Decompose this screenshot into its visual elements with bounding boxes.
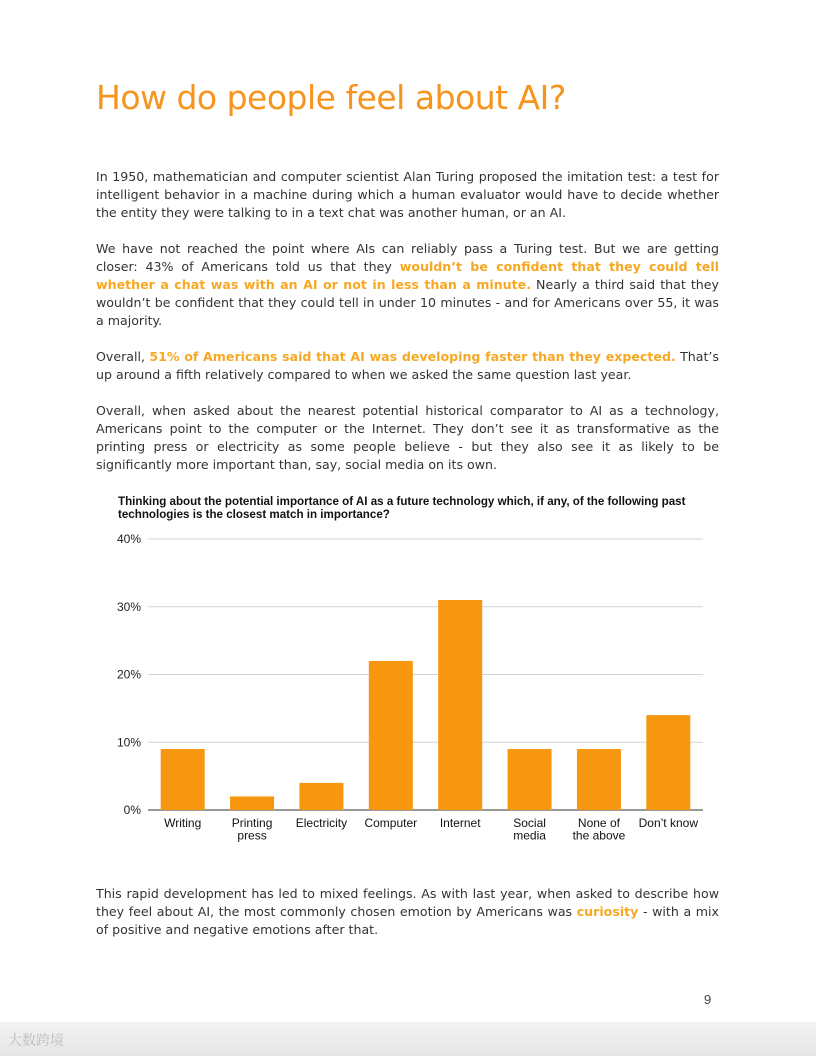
paragraph-text: - with a mix of positive and negative emotions after that. <box>96 904 720 937</box>
paragraph-comparator <box>96 402 719 474</box>
watermark-band <box>0 1022 816 1056</box>
paragraph-turing-test <box>96 240 719 330</box>
y-tick-label: 30% <box>116 599 141 614</box>
paragraph-text: In 1950, mathematician and computer scientist Alan Turing proposed the imitation test: a test for intelligent behavior in a machine during which a human evaluator would have to decide whether the entity they were talking to in a text chat was another human, or an AI. <box>96 169 719 220</box>
bar <box>369 661 413 810</box>
paragraph-text: That’s up around a fifth relatively compared to when we asked the same question last year. <box>96 349 719 382</box>
bar <box>577 749 621 810</box>
paragraph-feelings <box>96 885 719 939</box>
chart-title: Thinking about the potential importance of AI as a future technology which, if any, of the following past technologies is the closest match in importance? <box>118 495 686 521</box>
x-tick-label: Social <box>513 816 546 830</box>
paragraph-text: We have not reached the point where AIs can reliably pass a Turing test. But we are getting closer: 43% of Americans told us that they <box>96 241 719 274</box>
paragraph-text: This rapid development has led to mixed feelings. As with last year, when asked to describe how they feel about AI, the most commonly chosen emotion by Americans was <box>96 886 719 919</box>
x-tick-label: Internet <box>439 816 481 830</box>
y-tick-label: 20% <box>116 667 141 682</box>
page-title: How do people feel about AI? <box>96 78 566 117</box>
paragraph-text: Overall, <box>96 349 150 364</box>
highlight-text: 51% of Americans said that AI was developing faster than they expected. <box>149 349 676 364</box>
x-tick-label: Computer <box>364 816 418 830</box>
x-tick-label: Electricity <box>295 816 348 830</box>
paragraph-text: Overall, when asked about the nearest potential historical comparator to AI as a technology, Americans point to the computer or the Internet. They don’t see it as transformative as the printing press or electricity as some people believe - but they also see it as likely to be significantly more important than, say, social media on its own. <box>96 403 719 472</box>
paragraph-turing <box>96 168 719 222</box>
bar-chart <box>96 525 716 855</box>
bar <box>508 749 552 810</box>
watermark-text: 大数跨境 <box>8 1033 64 1049</box>
paragraph-text: Nearly a third said that they wouldn’t be confident that they could tell in under 10 minutes - and for Americans over 55, it was a majority. <box>96 277 719 328</box>
bar <box>161 749 205 810</box>
highlight-text: curiosity <box>576 904 639 919</box>
x-tick-label: None of <box>577 816 620 830</box>
highlight-text: wouldn’t be confident that they could tell whether a chat was with an AI or not in less than a minute. <box>96 259 719 292</box>
x-tick-label: press <box>237 828 267 843</box>
x-tick-label: media <box>513 828 546 843</box>
paragraph-development <box>96 348 719 384</box>
x-tick-label: Printing <box>231 816 273 830</box>
y-tick-label: 40% <box>116 532 141 546</box>
bar <box>438 600 482 810</box>
bar <box>299 783 343 810</box>
x-tick-label: Writing <box>164 816 202 830</box>
y-tick-label: 10% <box>116 735 141 750</box>
x-tick-label: Don’t know <box>638 816 698 830</box>
y-tick-label: 0% <box>123 803 141 817</box>
bar <box>646 715 690 810</box>
bar <box>230 796 274 810</box>
x-tick-label: the above <box>572 828 626 843</box>
page-number: 9 <box>704 992 712 1007</box>
